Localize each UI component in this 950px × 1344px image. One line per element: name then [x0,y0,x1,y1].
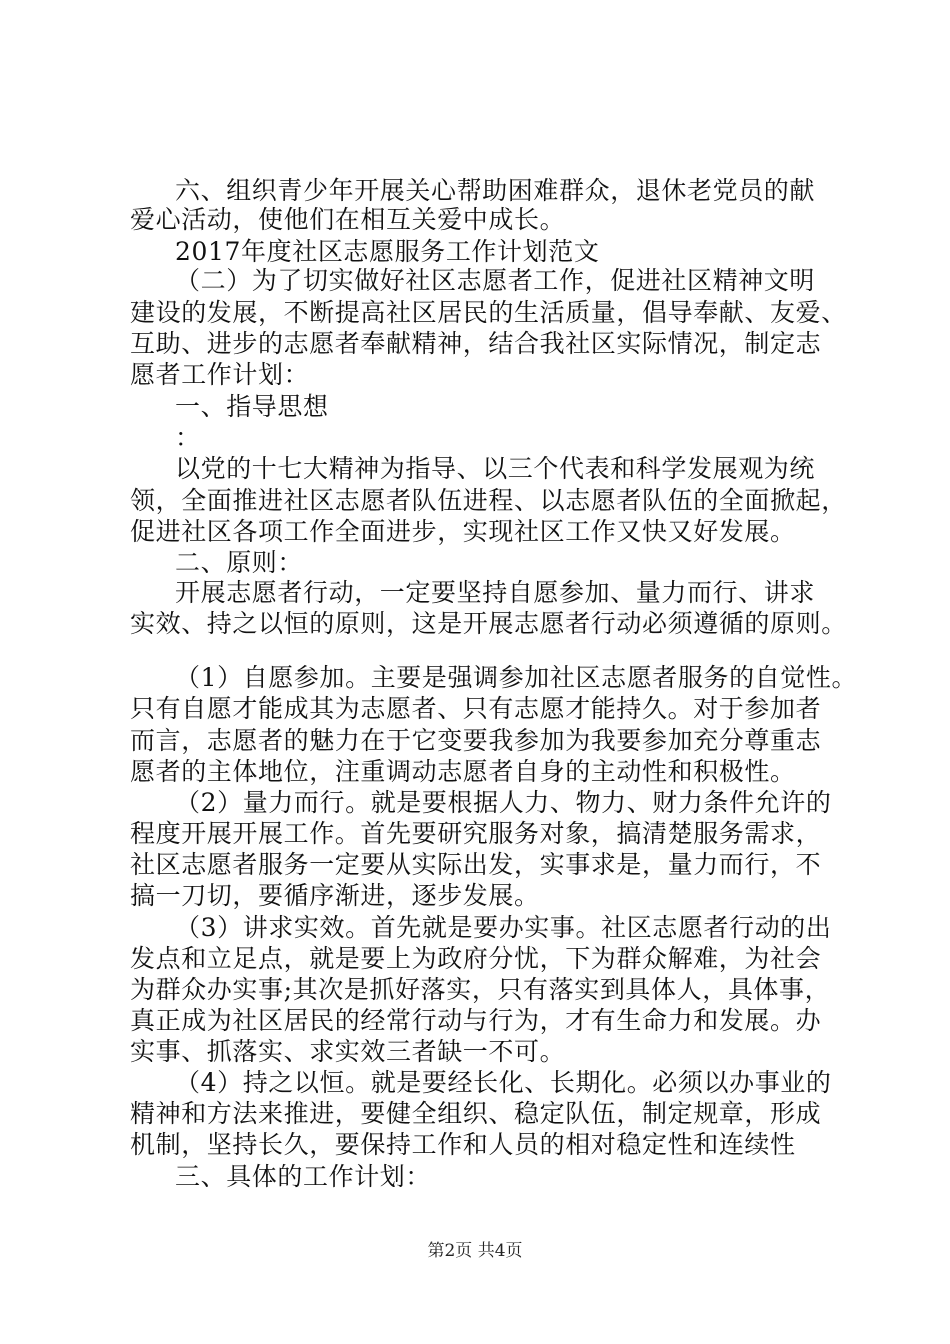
text-line: （3）讲求实效。首先就是要办实事。社区志愿者行动的出 [175,913,832,942]
text-line: 程度开展开展工作。首先要研究服务对象，搞清楚服务需求， [130,819,822,848]
heading-principles: 二、原则： [175,548,304,577]
text-line: 搞一刀切，要循序渐进，逐步发展。 [130,881,540,910]
page-number-footer: 第2页 共4页 [427,1241,523,1261]
text-line: （1）自愿参加。主要是强调参加社区志愿者服务的自觉性。 [175,663,858,692]
text-line: 而言，志愿者的魅力在于它变要我参加为我要参加充分尊重志 [130,726,822,755]
section-title: 2017年度社区志愿服务工作计划范文 [175,237,600,266]
text-line: 机制，坚持长久，要保持工作和人员的相对稳定性和连续性 [130,1130,796,1159]
text-line: 领，全面推进社区志愿者队伍进程、以志愿者队伍的全面掀起， [130,486,847,515]
text-line: 发点和立足点，就是要上为政府分忧，下为群众解难，为社会 [130,944,822,973]
text-line: 建设的发展，不断提高社区居民的生活质量，倡导奉献、友爱、 [130,298,847,327]
heading-guiding-thought: 一、指导思想 [175,392,329,421]
text-line: 六、组织青少年开展关心帮助困难群众，退休老党员的献 [175,176,816,205]
text-line: 互助、进步的志愿者奉献精神，结合我社区实际情况，制定志 [130,329,822,358]
text-line: 愿者工作计划： [130,360,310,389]
heading-work-plan: 三、具体的工作计划： [175,1162,432,1191]
text-line: （4）持之以恒。就是要经长化、长期化。必须以办事业的 [175,1068,832,1097]
text-line: （2）量力而行。就是要根据人力、物力、财力条件允许的 [175,788,832,817]
text-line: 只有自愿才能成其为志愿者、只有志愿才能持久。对于参加者 [130,694,822,723]
text-line: 实效、持之以恒的原则，这是开展志愿者行动必须遵循的原则。 [130,609,847,638]
text-line: 开展志愿者行动，一定要坚持自愿参加、量力而行、讲求 [175,578,816,607]
text-line: 愿者的主体地位，注重调动志愿者自身的主动性和积极性。 [130,757,796,786]
text-line: 以党的十七大精神为指导、以三个代表和科学发展观为统 [175,454,816,483]
text-line: 为群众办实事;其次是抓好落实，只有落实到具体人，具体事， [130,975,831,1004]
text-line: 实事、抓落实、求实效三者缺一不可。 [130,1037,566,1066]
text-line: （二）为了切实做好社区志愿者工作，促进社区精神文明 [175,266,816,295]
text-line: 真正成为社区居民的经常行动与行为，才有生命力和发展。办 [130,1006,822,1035]
text-line: 社区志愿者服务一定要从实际出发，实事求是，量力而行，不 [130,850,822,879]
text-line: 促进社区各项工作全面进步，实现社区工作又快又好发展。 [130,517,796,546]
text-line: 精神和方法来推进，要健全组织、稳定队伍，制定规章，形成 [130,1099,822,1128]
text-line: 爱心活动，使他们在相互关爱中成长。 [130,205,566,234]
text-line: ： [175,423,201,452]
